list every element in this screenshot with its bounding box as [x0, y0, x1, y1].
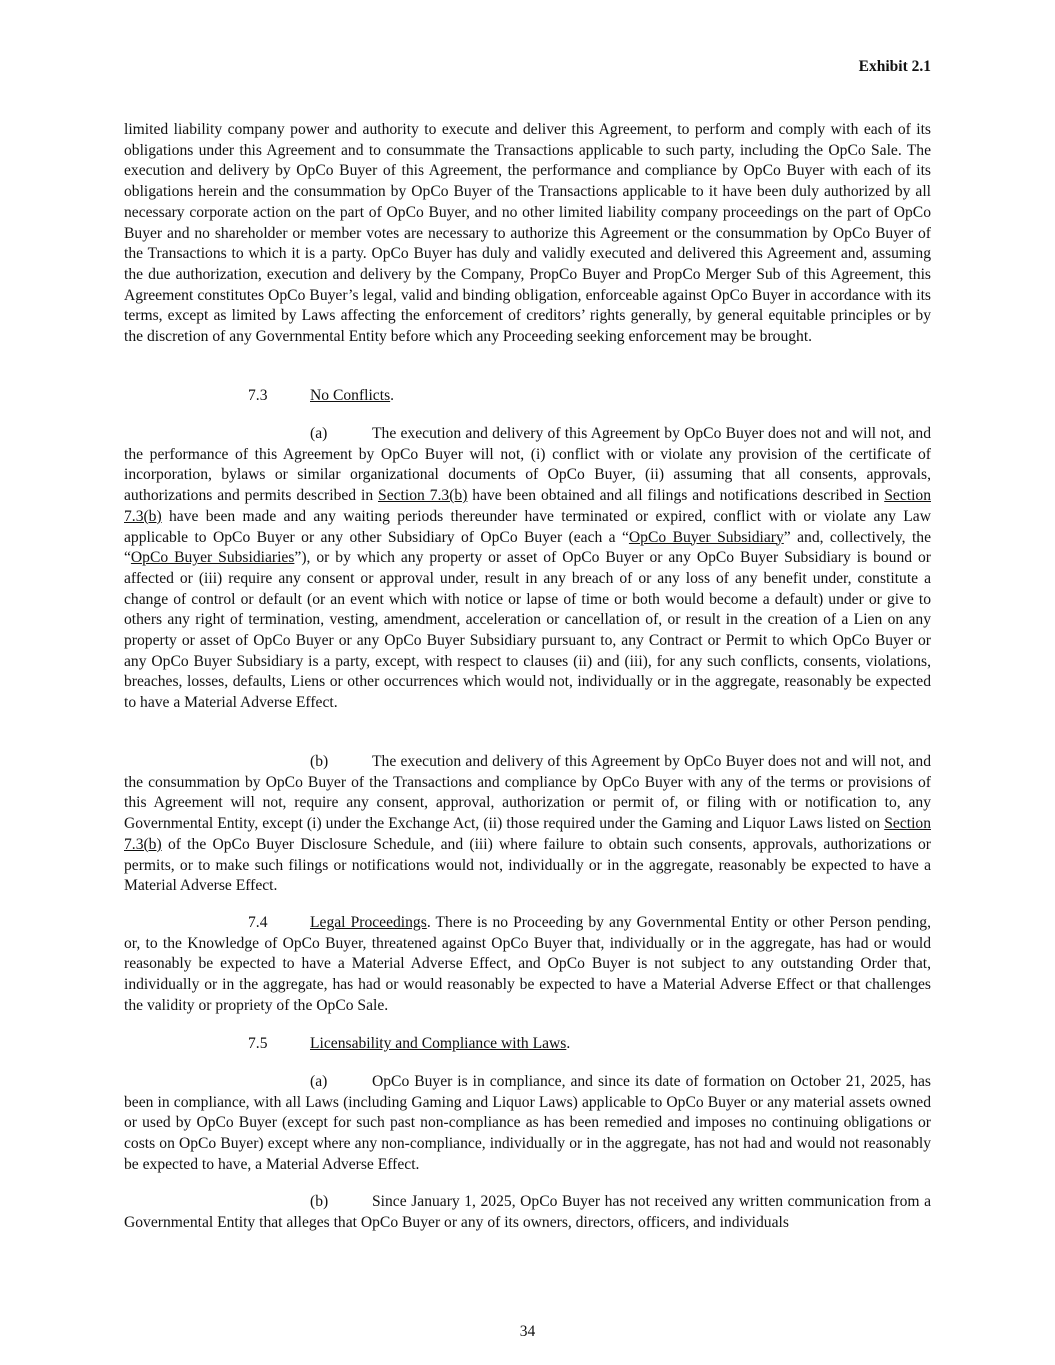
section-7-5-heading: 7.5 Licensability and Compliance with Laws.	[248, 1034, 570, 1055]
section-7-3-b: (b) The execution and delivery of this Agreement by OpCo Buyer does not and will not, and the consummation by OpCo Buyer of the Transactions and compliance by OpCo Buyer with any of the terms or provisions of this Agreement will not, require any consent, approval, authorization or permit of, or filing with or notification to, any Governmental Entity, except (i) under the Exchange Act, (ii) those required under the Gaming and Liquor Laws listed on Section 7.3(b) of the OpCo Buyer Disclosure Schedule, and (iii) where failure to obtain such consents, approvals, authorizations or permits, or to make such filings or notifications would not, individually or in the aggregate, reasonably be expected to have a Material Adverse Effect.	[124, 753, 931, 895]
section-number: 7.5	[248, 1035, 268, 1052]
exhibit-label: Exhibit 2.1	[858, 58, 931, 75]
paragraph-intro: limited liability company power and authority to execute and deliver this Agreement, to perform and comply with each of its obligations under this Agreement and to consummate the Transactions applicable to such party, including the OpCo Sale. The execution and delivery by OpCo Buyer of this Agreement, the performance and compliance by OpCo Buyer with each of its obligations herein and the consummation by OpCo Buyer of the Transactions applicable to it have been duly authorized by all necessary corporate action on the part of OpCo Buyer, and no other limited liability company proceedings on the part of OpCo Buyer and no shareholder or member votes are necessary to authorize this Agreement or the consummation by OpCo Buyer of the Transactions to which it is a party. OpCo Buyer has duly and validly executed and delivered this Agreement and, assuming the due authorization, execution and delivery by the Company, PropCo Buyer and PropCo Merger Sub of this Agreement, this Agreement constitutes OpCo Buyer’s legal, valid and binding obligation, enforceable against OpCo Buyer in accordance with its terms, except as limited by Laws affecting the enforcement of creditors’ rights generally, by general equitable principles or by the discretion of any Governmental Entity before which any Proceeding seeking enforcement may be brought.	[124, 121, 931, 346]
section-7-4: 7.4 Legal Proceedings. There is no Proceeding by any Governmental Entity or other Person pending, or, to the Knowledge of OpCo Buyer, threatened against OpCo Buyer that, individually or in the aggregate, has had or would reasonably be expected to have a Material Adverse Effect, and OpCo Buyer is not subject to any outstanding Order that, individually or in the aggregate, has had or would reasonably be expected to have a Material Adverse Effect or that challenges the validity or propriety of the OpCo Sale.	[124, 914, 931, 1014]
section-reference: Section 7.3(b)	[124, 487, 931, 525]
section-title: Legal Proceedings	[310, 914, 427, 931]
clause-label: (a)	[310, 425, 328, 442]
section-reference: Section 7.3(b)	[378, 487, 468, 505]
defined-term: OpCo Buyer Subsidiary	[628, 528, 784, 546]
section-7-3-a: (a) The execution and delivery of this Agreement by OpCo Buyer does not and will not, and the performance of this Agreement by OpCo Buyer will not, (i) conflict with or violate any provision of the certificate of incorporation, bylaws or similar organizational documents of OpCo Buyer, (ii) assuming that all consents, approvals, authorizations and permits described in Section 7.3(b) have been obtained and all filings and notifications described in Section 7.3(b) have been made and any waiting periods thereunder have terminated or expired, conflict with or violate any Law applicable to OpCo Buyer or any other Subsidiary of OpCo Buyer (each a “OpCo Buyer Subsidiary” and, collectively, the “OpCo Buyer Subsidiaries”), or by which any property or asset of OpCo Buyer or any OpCo Buyer Subsidiary is bound or affected or (iii) require any consent or approval under, result in any breach of or any loss of any benefit under, constitute a change of control or default (or an event which with notice or lapse of time or both would become a default) under or give to others any right of termination, vesting, amendment, acceleration or cancellation of, or result in the creation of a Lien on any property or asset of OpCo Buyer or any OpCo Buyer Subsidiary pursuant to, any Contract or Permit to which OpCo Buyer or any OpCo Buyer Subsidiary is a party, except, with respect to clauses (ii) and (iii), for any such conflicts, consents, violations, breaches, losses, defaults, Liens or other occurrences which would not, individually or in the aggregate, reasonably be expected to have a Material Adverse Effect.	[124, 425, 931, 712]
section-title: Licensability and Compliance with Laws	[310, 1035, 567, 1052]
clause-label: (b)	[310, 1193, 329, 1210]
defined-term: OpCo Buyer Subsidiaries	[130, 549, 295, 567]
clause-label: (b)	[310, 753, 329, 770]
section-number: 7.3	[248, 387, 268, 404]
section-reference: Section 7.3(b)	[124, 815, 931, 853]
section-title: No Conflicts	[310, 387, 391, 404]
page-number: 34	[519, 1323, 536, 1340]
section-number: 7.4	[248, 914, 268, 931]
section-7-3-heading: 7.3 No Conflicts.	[248, 386, 394, 407]
section-7-5-b: (b) Since January 1, 2025, OpCo Buyer has not received any written communication from a Governmental Entity that alleges that OpCo Buyer or any of its owners, directors, officers, and individuals	[124, 1193, 931, 1231]
section-7-5-a: (a) OpCo Buyer is in compliance, and since its date of formation on October 21, 2025, has been in compliance, with all Laws (including Gaming and Liquor Laws) applicable to OpCo Buyer or any material assets owned or used by OpCo Buyer (except for such past non-compliance as has been remedied and imposes no continuing obligations or costs on OpCo Buyer) except where any non-compliance, individually or in the aggregate, has not had and would not reasonably be expected to have, a Material Adverse Effect.	[124, 1073, 931, 1173]
clause-label: (a)	[310, 1073, 328, 1090]
